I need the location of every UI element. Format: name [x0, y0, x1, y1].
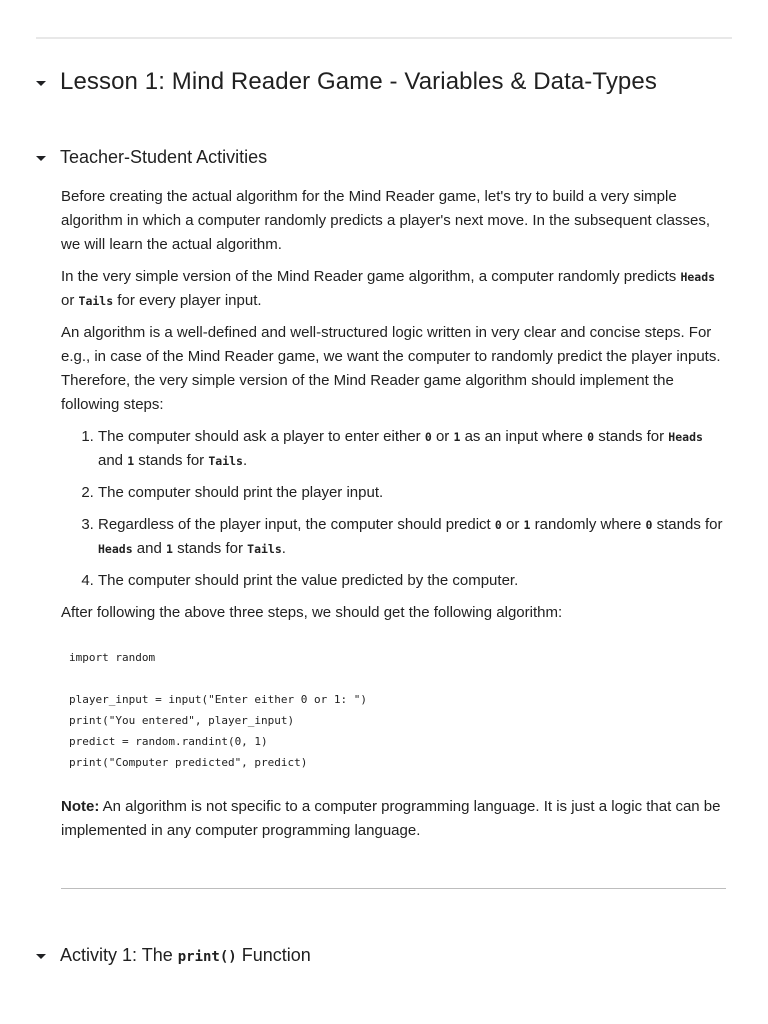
note-label: Note:: [61, 798, 100, 815]
steps-list: [61, 425, 725, 593]
section-title: Activity 1: The print() Function: [60, 945, 311, 965]
paragraph: An algorithm is a well-defined and well-structured logic written in very clear and concise steps. For e.g., in case of the Mind Reader game, we want the computer to randomly predict the player inputs. Therefore, the very simple version of the Mind Reader game algorithm should implement the following steps:: [61, 324, 721, 413]
inline-code: Tails: [78, 294, 114, 308]
section-heading-activity-1[interactable]: [36, 945, 311, 966]
note-paragraph: Note: An algorithm is not specific to a computer programming language. It is just a logic that can be implemented in any computer programming language.: [61, 798, 721, 839]
inline-code: print(): [177, 949, 237, 965]
paragraph: In the very simple version of the Mind Reader game algorithm, a computer randomly predicts Heads or Tails for every player input.: [61, 268, 716, 309]
paragraph: After following the above three steps, we should get the following algorithm:: [61, 604, 563, 621]
section-divider: [61, 888, 726, 889]
section-heading-teacher-student[interactable]: [36, 147, 267, 168]
list-item: 2. The computer should print the player input.: [98, 481, 725, 505]
paragraph: Before creating the actual algorithm for the Mind Reader game, let's try to build a very simple algorithm in which a computer randomly predicts a player's next move. In the subsequent classes, we will learn the actual algorithm.: [61, 188, 711, 253]
list-item: 1. The computer should ask a player to enter either 0 or 1 as an input where 0 stands for Heads and 1 stands for Tails.: [98, 425, 725, 473]
list-item: 4. The computer should print the value predicted by the computer.: [98, 569, 725, 593]
section-title: Teacher-Student Activities: [60, 147, 268, 167]
inline-code: Heads: [680, 270, 716, 284]
top-divider: [36, 37, 732, 39]
caret-down-icon[interactable]: [36, 156, 46, 161]
list-item: 3. Regardless of the player input, the computer should predict 0 or 1 randomly where 0 stands for Heads and 1 stands for Tails.: [98, 513, 725, 561]
caret-down-icon[interactable]: [36, 954, 46, 959]
section-content: [61, 185, 725, 851]
lesson-title: Lesson 1: Mind Reader Game - Variables & Data-Types: [60, 68, 657, 95]
code-block: import random player_input = input("Enter either 0 or 1: ") print("You entered", player_input) predict = random.randint(0, 1) print("Computer predicted", predict): [69, 651, 368, 769]
caret-down-icon[interactable]: [36, 81, 46, 86]
lesson-heading[interactable]: [36, 68, 657, 96]
